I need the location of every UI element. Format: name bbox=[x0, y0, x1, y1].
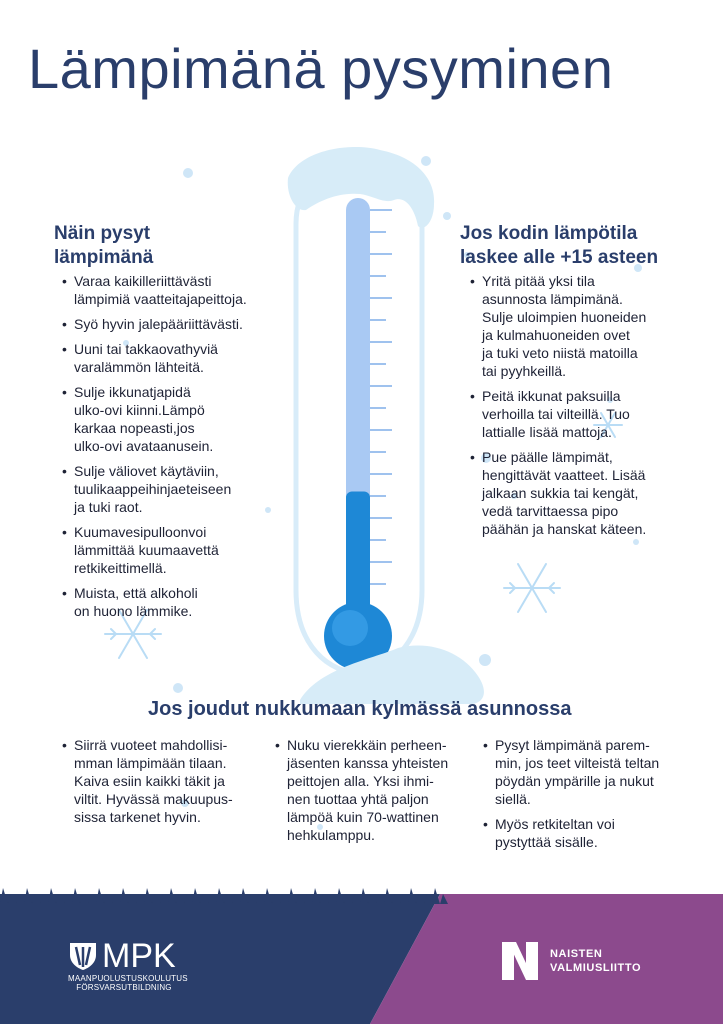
list-item bbox=[62, 584, 272, 620]
list-item-line: Pysyt lämpimänä parem- bbox=[495, 737, 650, 753]
bottom-col1-list bbox=[62, 736, 262, 833]
list-item-line: hehkulamppu. bbox=[287, 827, 375, 843]
list-item-line: ja tuki veto niistä matoilla bbox=[482, 345, 638, 361]
list-item-line: ulko-ovi avataanusein. bbox=[74, 438, 214, 454]
mpk-name: MPK bbox=[102, 937, 176, 975]
naisten-valmiusliitto-logo bbox=[500, 940, 641, 982]
list-item-line: jalkaan sukkia tai kengät, bbox=[482, 485, 639, 501]
list-item-line: siellä. bbox=[495, 791, 531, 807]
left-heading bbox=[54, 222, 153, 270]
list-item-line: ulko-ovi kiinni.Lämpö bbox=[74, 402, 205, 418]
list-item bbox=[483, 736, 708, 808]
list-item-line: Yritä pitää yksi tila bbox=[482, 273, 595, 289]
list-item-line: karkaa nopeasti,jos bbox=[74, 420, 195, 436]
list-item-line: Varaa kaikilleriittävästi bbox=[74, 273, 212, 289]
list-item-line: asunnosta lämpimänä. bbox=[482, 291, 623, 307]
list-item-line: on huono lämmike. bbox=[74, 603, 193, 619]
list-item bbox=[62, 383, 272, 455]
list-item-line: varalämmön lähteitä. bbox=[74, 359, 204, 375]
list-item-line: retkikeittimellä. bbox=[74, 560, 167, 576]
list-item-line: tuulikaappeihinjaeteiseen bbox=[74, 481, 232, 497]
list-item-line: jäsenten kanssa yhteisten bbox=[287, 755, 449, 771]
list-item-line: Siirrä vuoteet mahdollisi- bbox=[74, 737, 228, 753]
list-item-line: ja kulmahuoneiden ovet bbox=[482, 327, 630, 343]
list-item-line: ja tuki raot. bbox=[74, 499, 143, 515]
left-heading-line2: lämpimänä bbox=[54, 247, 154, 268]
list-item bbox=[470, 387, 700, 441]
list-item-line: viltit. Hyvässä makuupus- bbox=[74, 791, 233, 807]
bottom-col2-list bbox=[275, 736, 475, 851]
list-item bbox=[275, 736, 475, 844]
list-item-line: vedä tarvittaessa pipo bbox=[482, 503, 619, 519]
nv-emblem-icon bbox=[500, 940, 540, 982]
list-item bbox=[470, 272, 700, 380]
list-item-line: lämmittää kuumaavettä bbox=[74, 542, 219, 558]
list-item bbox=[62, 736, 262, 826]
list-item-line: Syö hyvin jalepääriittävästi. bbox=[74, 316, 243, 332]
list-item-line: Sulje ikkunatjapidä bbox=[74, 384, 191, 400]
list-item-line: lattialle lisää mattoja. bbox=[482, 424, 612, 440]
list-item-line: Peitä ikkunat paksuilla bbox=[482, 388, 621, 404]
bottom-col3-list bbox=[483, 736, 708, 858]
list-item-line: Kaiva esiin kaikki täkit ja bbox=[74, 773, 225, 789]
list-item bbox=[62, 340, 272, 376]
list-item-line: sissa tarkenet hyvin. bbox=[74, 809, 201, 825]
list-item-line: Pue päälle lämpimät, bbox=[482, 449, 613, 465]
list-item bbox=[470, 448, 700, 538]
left-heading-line1: Näin pysyt bbox=[54, 223, 151, 244]
mpk-logo bbox=[68, 938, 188, 992]
list-item bbox=[62, 462, 272, 516]
list-item bbox=[62, 315, 272, 333]
list-item-line: Nuku vierekkäin perheen- bbox=[287, 737, 447, 753]
list-item-line: lämpöä kuin 70-wattinen bbox=[287, 809, 439, 825]
list-item-line: mman lämpimään tilaan. bbox=[74, 755, 227, 771]
list-item-line: Myös retkiteltan voi bbox=[495, 816, 615, 832]
page-title: Lämpimänä pysyminen bbox=[28, 37, 614, 100]
left-tips-list bbox=[62, 272, 272, 627]
shield-icon bbox=[68, 941, 98, 971]
right-heading-line1: Jos kodin lämpötila bbox=[460, 223, 638, 244]
mpk-subtitle-fi: MAANPUOLUSTUSKOULUTUS bbox=[68, 974, 188, 983]
list-item-line: päähän ja hanskat käteen. bbox=[482, 521, 647, 537]
list-item-line: Sulje väliovet käytäviin, bbox=[74, 463, 219, 479]
list-item-line: verhoilla tai vilteillä. Tuo bbox=[482, 406, 630, 422]
list-item bbox=[483, 815, 708, 851]
list-item-line: pystyttää sisälle. bbox=[495, 834, 598, 850]
list-item-line: Uuni tai takkaovathyviä bbox=[74, 341, 218, 357]
list-item-line: pöydän ympärille ja nukut bbox=[495, 773, 654, 789]
list-item-line: hengittävät vaatteet. Lisää bbox=[482, 467, 646, 483]
right-tips-list bbox=[470, 272, 700, 545]
list-item-line: Muista, että alkoholi bbox=[74, 585, 198, 601]
nv-line1: NAISTEN bbox=[550, 948, 603, 960]
right-heading-line2: laskee alle +15 asteen bbox=[460, 247, 659, 268]
footer-navy-band bbox=[0, 894, 440, 1024]
list-item-line: lämpimiä vaatteitajapeittoja. bbox=[74, 291, 247, 307]
list-item bbox=[62, 272, 272, 308]
list-item-line: min, jos teet vilteistä teltan bbox=[495, 755, 660, 771]
list-item-line: Sulje uloimpien huoneiden bbox=[482, 309, 647, 325]
list-item bbox=[62, 523, 272, 577]
list-item-line: peittojen alla. Yksi ihmi- bbox=[287, 773, 434, 789]
mpk-subtitle-sv: FÖRSVARSUTBILDNING bbox=[76, 983, 172, 992]
bottom-heading: Jos joudut nukkumaan kylmässä asunnossa bbox=[148, 698, 572, 720]
nv-line2: VALMIUSLIITTO bbox=[550, 962, 642, 974]
list-item-line: Kuumavesipulloonvoi bbox=[74, 524, 207, 540]
right-heading bbox=[460, 222, 658, 270]
list-item-line: tai pyyhkeillä. bbox=[482, 363, 567, 379]
list-item-line: nen tuottaa yhtä paljon bbox=[287, 791, 429, 807]
